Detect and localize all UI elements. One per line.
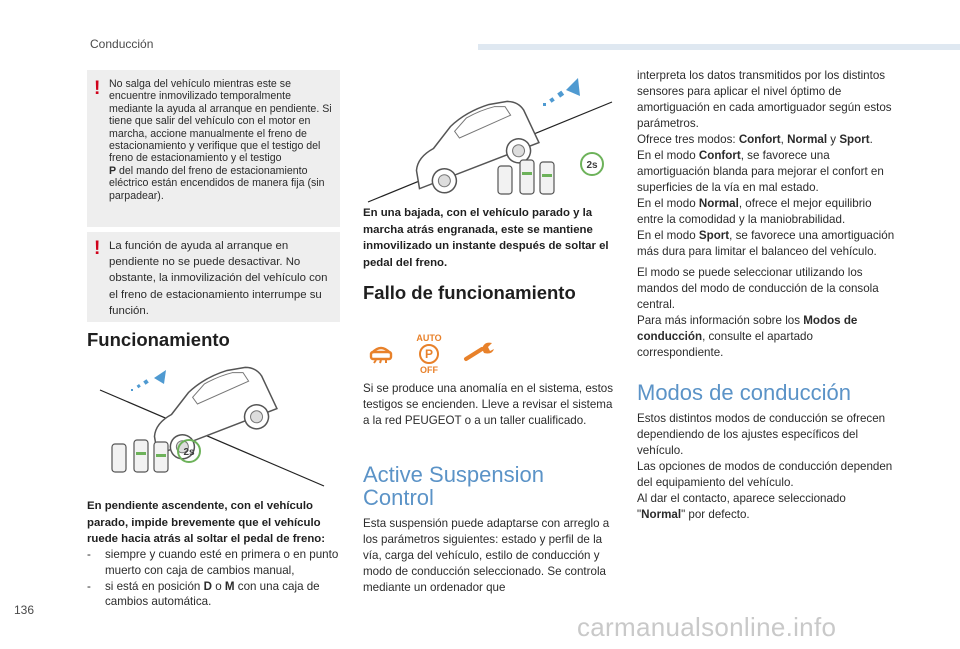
section-title-fallo: Fallo de funcionamiento (363, 282, 576, 303)
page-number: 136 (14, 603, 35, 617)
caption-downhill: En una bajada, con el vehículo parado y la marcha atrás engranada, este se mantiene inmovilizado un instante después de soltar el pedal del freno. (363, 207, 609, 269)
warning-text-2: La función de ayuda al arranque en pendiente no se puede desactivar. No obstante, la inmovilización del vehículo con el freno de estacionamiento interrumpe su función. (109, 240, 328, 317)
conditions-list (87, 547, 349, 610)
modos-text: Estos distintos modos de conducción se ofrecen dependiendo de los ajustes específicos del vehículo. Las opciones de modos de conducción dependen del equipamiento del vehículo. Al dar el contacto, aparece seleccionado "Normal" por defecto. (637, 412, 893, 521)
section-header: Conducción (90, 37, 154, 51)
list-item: - siempre y cuando esté en primera o en punto muerto con caja de cambios manual, (87, 548, 339, 577)
caption-uphill: En pendiente ascendente, con el vehículo parado, impide brevemente que el vehículo ruede hacia atrás al soltar el pedal de freno: (87, 500, 326, 546)
uphill-illustration (92, 362, 330, 490)
section-title-modos: Modos de conducción (637, 380, 852, 405)
hill-hold-off-icon: AUTO P OFF (416, 333, 442, 375)
warning-box-1 (87, 70, 340, 227)
downhill-illustration (364, 68, 616, 204)
warning-icon: ! (94, 78, 101, 99)
timer-badge-downhill: 2s (586, 160, 598, 171)
suspension-warning-icon (366, 337, 396, 367)
section-title-funcionamiento: Funcionamiento (87, 329, 230, 350)
header-bar (478, 44, 960, 50)
list-item: - si está en posición D o M con una caja de cambios automática. (87, 579, 320, 609)
warning-text-1: No salga del vehículo mientras este se encuentre inmovilizado temporalmente mediante la ayuda al arranque en pendiente. Si tiene que salir del vehículo con el motor en marcha, accione manualmente el freno de estacionamiento y verifique que el testigo del freno de estacionamiento y el testigo P del mando del freno de estacionamiento eléctrico están encendidos de manera fija (sin parpadear). (109, 78, 332, 202)
wrench-icon (462, 339, 496, 365)
section-title-active-suspension: Active Suspension Control (363, 462, 544, 510)
warning-box-2 (87, 232, 340, 322)
fallo-text: Si se produce una anomalía en el sistema, estos testigos se encienden. Lleve a revisar el sistema a la red PEUGEOT o a un taller cualificado. (363, 382, 614, 427)
right-column-text: interpreta los datos transmitidos por los distintos sensores para aplicar el nivel óptimo de amortiguación en cada amortiguador según estos parámetros. Ofrece tres modos: Confort, Normal y Sport. En el modo Confort, se favorece una amortiguación blanda para mejorar el confort en superficies de la vía en mal estado. En el modo Normal, ofrece el mejor equilibrio entre la comodidad y la maniobrabilidad. En el modo Sport, se favorece una amortiguación más dura para limitar el balanceo del vehículo. El modo se puede seleccionar utilizando los mandos del modo de conducción de la consola central. Para más información sobre los Modos de conducción, consulte el apartado correspondiente. (637, 69, 895, 359)
watermark: carmanualsonline.info (577, 612, 837, 642)
warning-icon: ! (94, 238, 101, 259)
timer-badge-uphill: 2s (183, 447, 195, 458)
active-suspension-text: Esta suspensión puede adaptarse con arreglo a los parámetros siguientes: estado y perfil de la vía, carga del vehículo, estilo de conducción y modo de conducción seleccionado. Se controla mediante un ordenador que (363, 517, 610, 594)
warning-lamps (366, 333, 506, 375)
